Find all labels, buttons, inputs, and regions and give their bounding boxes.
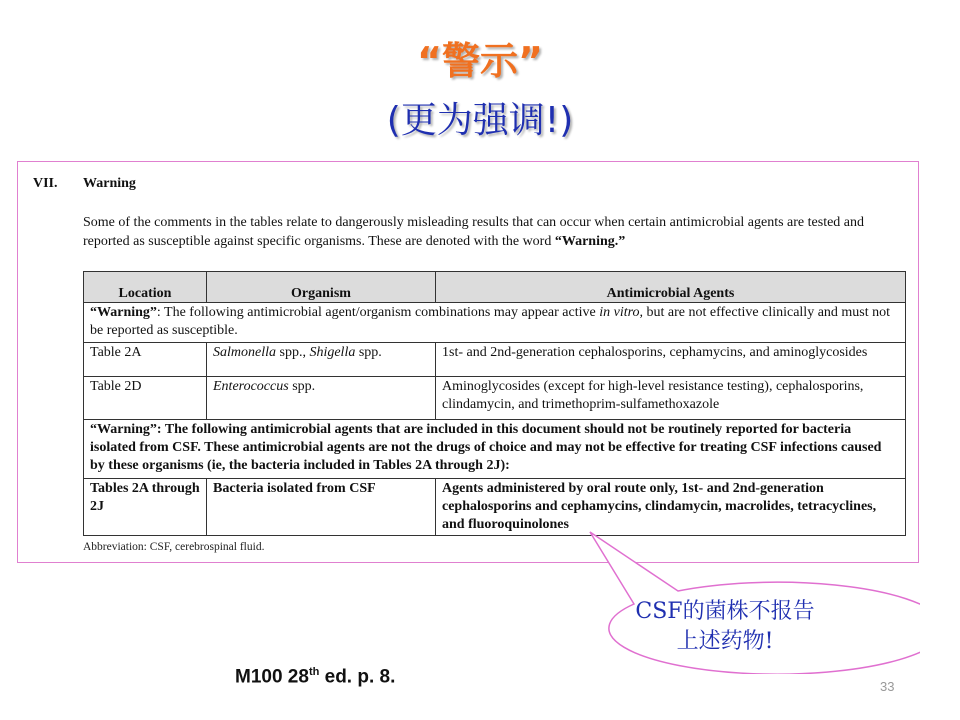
intro-paragraph bbox=[83, 213, 913, 251]
intro-bold: “Warning.” bbox=[554, 234, 626, 249]
reference-sup: th bbox=[308, 666, 320, 678]
warning-row-1 bbox=[84, 303, 906, 343]
reference-tail: ed. p. 8. bbox=[319, 666, 396, 688]
cell-organism bbox=[207, 343, 436, 377]
warning-row-2 bbox=[84, 420, 906, 479]
cell-organism: Bacteria isolated from CSF bbox=[207, 479, 436, 536]
table-header-row bbox=[84, 272, 906, 303]
header-agents: Antimicrobial Agents bbox=[436, 272, 906, 303]
organism-genus: Shigella bbox=[309, 345, 356, 360]
header-organism: Organism bbox=[207, 272, 436, 303]
warning-table bbox=[83, 271, 906, 536]
abbreviation-note: Abbreviation: CSF, cerebrospinal fluid. bbox=[83, 541, 265, 553]
warning-cell-1 bbox=[84, 303, 906, 343]
reference-citation bbox=[235, 666, 395, 688]
warning-text-1b: but are not effective clinically and must not be reported as susceptible. bbox=[90, 305, 891, 338]
callout-line-1: CSF的菌株不报告 bbox=[635, 599, 815, 624]
organism-spp: spp., bbox=[276, 345, 310, 360]
callout-text bbox=[590, 597, 860, 657]
page-number: 33 bbox=[880, 679, 895, 694]
slide-subtitle: (更为强调!) bbox=[386, 100, 574, 141]
table-row bbox=[84, 377, 906, 420]
cell-organism bbox=[207, 377, 436, 420]
organism-spp: spp. bbox=[355, 345, 382, 360]
warning-text-1-italic: in vitro, bbox=[599, 305, 644, 320]
warning-cell-2: “Warning”: The following antimicrobial agents that are included in this document should not be routinely reported for bacteria isolated from CSF. These antimicrobial agents are not the drugs of choice and may not be effective for treating CSF infections caused by these organisms (ie, the bacteria included in Tables 2A through 2J): bbox=[84, 420, 906, 479]
section-title: Warning bbox=[83, 176, 136, 191]
cell-agents: Aminoglycosides (except for high-level resistance testing), cephalosporins, clindamycin, and trimethoprim-sulfamethoxazole bbox=[436, 377, 906, 420]
reference-main: M100 28 bbox=[235, 666, 309, 688]
warning-text-1a: : The following antimicrobial agent/organism combinations may appear active bbox=[156, 305, 600, 320]
section-number: VII. bbox=[33, 176, 58, 191]
header-location: Location bbox=[84, 272, 207, 303]
slide-title: “警示” bbox=[417, 39, 543, 83]
warning-label-1: “Warning” bbox=[90, 305, 157, 320]
organism-genus: Enterococcus bbox=[213, 379, 289, 394]
intro-text: Some of the comments in the tables relate to dangerously misleading results that can occur when certain antimicrobial agents are tested and reported as susceptible against specific organisms. These are denoted with the word bbox=[83, 215, 865, 249]
organism-spp: spp. bbox=[288, 379, 316, 394]
cell-location: Table 2D bbox=[84, 377, 207, 420]
cell-agents: 1st- and 2nd-generation cephalosporins, cephamycins, and aminoglycosides bbox=[436, 343, 906, 377]
cell-agents: Agents administered by oral route only, 1st- and 2nd-generation cephalosporins and cephamycins, clindamycin, macrolides, tetracyclines, and fluoroquinolones bbox=[436, 479, 906, 536]
cell-location: Table 2A bbox=[84, 343, 207, 377]
table-row bbox=[84, 343, 906, 377]
cell-location: Tables 2A through 2J bbox=[84, 479, 207, 536]
callout-line-2: 上述药物! bbox=[676, 629, 774, 654]
organism-genus: Salmonella bbox=[213, 345, 276, 360]
